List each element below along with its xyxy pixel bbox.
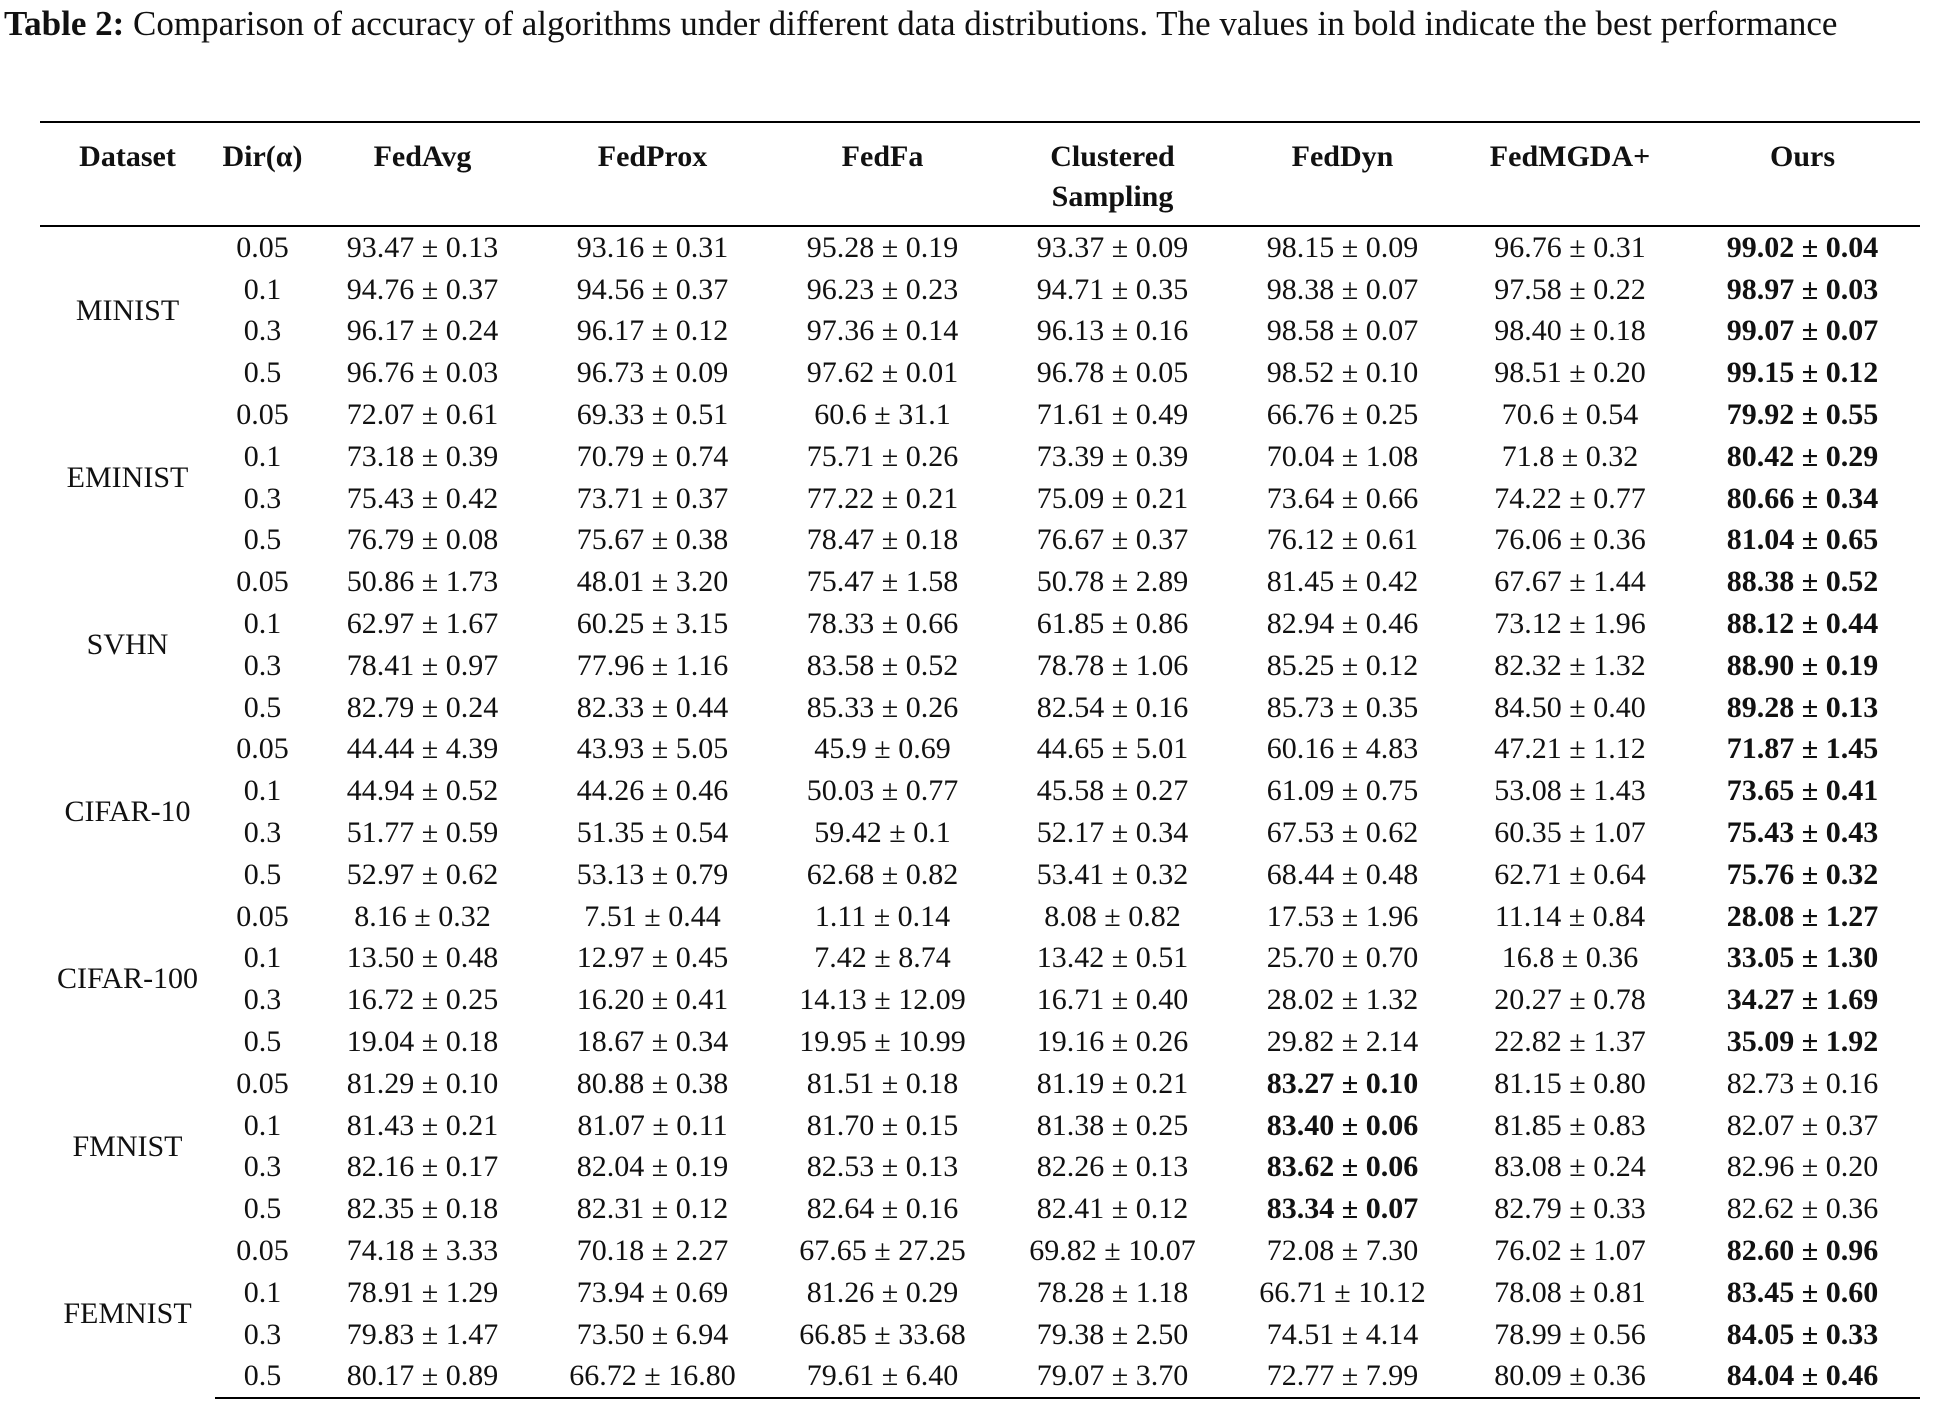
table-row (40, 1105, 1920, 1147)
column-header: FedAvg (373, 140, 472, 173)
best-value-cell: 83.45 ± 0.60 (1726, 1275, 1879, 1309)
value-cell: 75.67 ± 0.38 (576, 523, 729, 557)
value-cell: 8.16 ± 0.32 (354, 899, 491, 933)
value-cell: 85.33 ± 0.26 (806, 690, 959, 724)
value-cell: 82.32 ± 1.32 (1494, 648, 1646, 682)
value-cell: 13.50 ± 0.48 (346, 941, 499, 975)
value-cell: 78.47 ± 0.18 (806, 523, 959, 557)
value-cell: 76.02 ± 1.07 (1494, 1234, 1646, 1268)
value-cell: 81.45 ± 0.42 (1266, 565, 1419, 599)
value-cell: 96.23 ± 0.23 (806, 272, 959, 306)
value-cell: 78.08 ± 0.81 (1494, 1275, 1646, 1309)
alpha-cell: 0.5 (243, 857, 282, 891)
value-cell: 94.76 ± 0.37 (346, 272, 499, 306)
value-cell: 70.6 ± 0.54 (1501, 398, 1639, 432)
best-value-cell: 98.97 ± 0.03 (1726, 272, 1879, 306)
value-cell: 73.71 ± 0.37 (576, 481, 729, 515)
value-cell: 16.20 ± 0.41 (576, 983, 729, 1017)
value-cell: 85.73 ± 0.35 (1266, 690, 1419, 724)
value-cell: 61.09 ± 0.75 (1266, 774, 1419, 808)
table-row (40, 938, 1920, 980)
dataset-cell: CIFAR-100 (56, 962, 199, 996)
table-row (40, 561, 1920, 603)
table-row (40, 645, 1920, 687)
value-cell: 19.16 ± 0.26 (1036, 1025, 1189, 1059)
alpha-cell: 0.3 (243, 1150, 282, 1184)
value-cell: 45.9 ± 0.69 (814, 732, 951, 766)
value-cell: 70.79 ± 0.74 (576, 439, 729, 473)
value-cell: 73.94 ± 0.69 (576, 1275, 729, 1309)
value-cell: 98.58 ± 0.07 (1266, 314, 1419, 348)
table-row (40, 896, 1920, 938)
value-cell: 82.35 ± 0.18 (346, 1192, 499, 1226)
table-row (40, 1272, 1920, 1314)
value-cell: 83.58 ± 0.52 (806, 648, 959, 682)
value-cell: 78.78 ± 1.06 (1036, 648, 1189, 682)
alpha-cell: 0.5 (243, 1025, 282, 1059)
caption-text: Comparison of accuracy of algorithms under different data distributions. The values in bold indicate the best performance (124, 4, 1838, 43)
best-value-cell: 84.05 ± 0.33 (1726, 1317, 1879, 1351)
table-row (40, 812, 1920, 854)
value-cell: 94.56 ± 0.37 (576, 272, 729, 306)
value-cell: 76.79 ± 0.08 (346, 523, 499, 557)
best-value-cell: 73.65 ± 0.41 (1726, 774, 1879, 808)
best-value-cell: 83.34 ± 0.07 (1266, 1192, 1419, 1226)
value-cell: 61.85 ± 0.86 (1036, 607, 1189, 641)
value-cell: 47.21 ± 1.12 (1494, 732, 1646, 766)
alpha-cell: 0.05 (236, 565, 289, 599)
value-cell: 74.51 ± 4.14 (1266, 1317, 1419, 1351)
dataset-cell: EMINIST (66, 460, 189, 494)
best-value-cell: 88.12 ± 0.44 (1726, 607, 1879, 641)
value-cell: 80.17 ± 0.89 (310, 1356, 535, 1399)
column-header: FedDyn (1291, 140, 1394, 173)
value-cell: 19.04 ± 0.18 (346, 1025, 499, 1059)
alpha-cell: 0.5 (243, 690, 282, 724)
alpha-cell: 0.1 (243, 774, 282, 808)
value-cell: 82.04 ± 0.19 (576, 1150, 729, 1184)
dataset-cell: SVHN (86, 627, 169, 661)
value-cell: 98.52 ± 0.10 (1266, 356, 1419, 390)
value-cell: 78.99 ± 0.56 (1494, 1317, 1646, 1351)
table-row (40, 352, 1920, 394)
best-value-cell: 79.92 ± 0.55 (1726, 398, 1879, 432)
value-cell: 78.33 ± 0.66 (806, 607, 959, 641)
value-cell: 17.53 ± 1.96 (1266, 899, 1419, 933)
value-cell: 82.96 ± 0.20 (1726, 1150, 1879, 1184)
table-row (40, 1356, 1920, 1399)
value-cell: 48.01 ± 3.20 (576, 565, 729, 599)
value-cell: 50.86 ± 1.73 (346, 565, 499, 599)
value-cell: 62.71 ± 0.64 (1494, 857, 1646, 891)
alpha-cell: 0.3 (243, 1317, 282, 1351)
caption-label: Table 2: (4, 4, 125, 43)
value-cell: 25.70 ± 0.70 (1266, 941, 1419, 975)
alpha-cell: 0.5 (243, 1192, 282, 1226)
best-value-cell: 80.42 ± 0.29 (1726, 439, 1879, 473)
value-cell: 80.88 ± 0.38 (576, 1066, 729, 1100)
alpha-cell: 0.5 (243, 356, 282, 390)
value-cell: 72.07 ± 0.61 (346, 398, 499, 432)
alpha-cell: 0.05 (236, 899, 289, 933)
best-value-cell: 83.40 ± 0.06 (1266, 1108, 1419, 1142)
value-cell: 19.95 ± 10.99 (799, 1025, 966, 1059)
alpha-cell: 0.05 (236, 1066, 289, 1100)
dataset-cell: FMNIST (72, 1129, 183, 1163)
best-value-cell: 34.27 ± 1.69 (1726, 983, 1879, 1017)
best-value-cell: 83.62 ± 0.06 (1266, 1150, 1419, 1184)
value-cell: 97.62 ± 0.01 (806, 356, 959, 390)
value-cell: 8.08 ± 0.82 (1044, 899, 1181, 933)
table-row (40, 436, 1920, 478)
table-row (40, 729, 1920, 771)
value-cell: 85.25 ± 0.12 (1266, 648, 1419, 682)
value-cell: 66.76 ± 0.25 (1266, 398, 1419, 432)
value-cell: 77.22 ± 0.21 (806, 481, 959, 515)
value-cell: 1.11 ± 0.14 (814, 899, 951, 933)
alpha-cell: 0.05 (236, 398, 289, 432)
value-cell: 73.64 ± 0.66 (1266, 481, 1419, 515)
value-cell: 60.35 ± 1.07 (1494, 816, 1646, 850)
value-cell: 81.19 ± 0.21 (1036, 1066, 1189, 1100)
value-cell: 82.64 ± 0.16 (806, 1192, 959, 1226)
value-cell: 60.16 ± 4.83 (1266, 732, 1419, 766)
value-cell: 70.04 ± 1.08 (1266, 439, 1419, 473)
alpha-cell: 0.05 (236, 230, 289, 264)
value-cell: 51.77 ± 0.59 (346, 816, 499, 850)
value-cell: 96.17 ± 0.12 (576, 314, 729, 348)
value-cell: 50.03 ± 0.77 (806, 774, 959, 808)
value-cell: 82.54 ± 0.16 (1036, 690, 1189, 724)
value-cell: 14.13 ± 12.09 (799, 983, 966, 1017)
value-cell: 93.16 ± 0.31 (576, 230, 729, 264)
value-cell: 75.43 ± 0.42 (346, 481, 499, 515)
value-cell: 82.31 ± 0.12 (576, 1192, 729, 1226)
value-cell: 82.26 ± 0.13 (1036, 1150, 1189, 1184)
value-cell: 96.17 ± 0.24 (346, 314, 499, 348)
alpha-cell: 0.1 (243, 607, 282, 641)
value-cell: 81.43 ± 0.21 (346, 1108, 499, 1142)
table-row (40, 687, 1920, 729)
value-cell: 66.85 ± 33.68 (799, 1317, 966, 1351)
dataset-cell: CIFAR-10 (64, 795, 191, 829)
value-cell: 96.76 ± 0.03 (346, 356, 499, 390)
table-row (40, 1230, 1920, 1272)
table-row (40, 269, 1920, 311)
value-cell: 75.71 ± 0.26 (806, 439, 959, 473)
value-cell: 82.53 ± 0.13 (806, 1150, 959, 1184)
value-cell: 75.47 ± 1.58 (806, 565, 959, 599)
value-cell: 81.70 ± 0.15 (806, 1108, 959, 1142)
best-value-cell: 80.66 ± 0.34 (1726, 481, 1879, 515)
value-cell: 53.41 ± 0.32 (1036, 857, 1189, 891)
table-row (40, 1063, 1920, 1105)
table-row (40, 394, 1920, 436)
value-cell: 93.37 ± 0.09 (1036, 230, 1189, 264)
value-cell: 79.38 ± 2.50 (1036, 1317, 1189, 1351)
column-header: FedMGDA+ (1489, 140, 1651, 173)
best-value-cell: 75.76 ± 0.32 (1726, 857, 1879, 891)
value-cell: 66.72 ± 16.80 (535, 1356, 770, 1399)
value-cell: 96.76 ± 0.31 (1494, 230, 1646, 264)
value-cell: 60.6 ± 31.1 (814, 398, 951, 432)
best-value-cell: 83.27 ± 0.10 (1266, 1066, 1419, 1100)
value-cell: 82.41 ± 0.12 (1036, 1192, 1189, 1226)
value-cell: 81.51 ± 0.18 (806, 1066, 959, 1100)
value-cell: 67.53 ± 0.62 (1266, 816, 1419, 850)
value-cell: 82.33 ± 0.44 (576, 690, 729, 724)
value-cell: 16.71 ± 0.40 (1036, 983, 1189, 1017)
value-cell: 45.58 ± 0.27 (1036, 774, 1189, 808)
value-cell: 96.73 ± 0.09 (576, 356, 729, 390)
value-cell: 43.93 ± 5.05 (576, 732, 729, 766)
table-row (40, 979, 1920, 1021)
value-cell: 80.09 ± 0.36 (1455, 1356, 1685, 1399)
value-cell: 12.97 ± 0.45 (576, 941, 729, 975)
value-cell: 44.94 ± 0.52 (346, 774, 499, 808)
value-cell: 74.22 ± 0.77 (1494, 481, 1646, 515)
value-cell: 78.41 ± 0.97 (346, 648, 499, 682)
value-cell: 93.47 ± 0.13 (346, 230, 499, 264)
value-cell: 96.13 ± 0.16 (1036, 314, 1189, 348)
value-cell: 53.13 ± 0.79 (576, 857, 729, 891)
value-cell: 96.78 ± 0.05 (1036, 356, 1189, 390)
alpha-cell: 0.1 (243, 1108, 282, 1142)
alpha-cell: 0.1 (243, 439, 282, 473)
value-cell: 67.67 ± 1.44 (1494, 565, 1646, 599)
value-cell: 69.82 ± 10.07 (1029, 1234, 1196, 1268)
table-row (40, 1188, 1920, 1230)
value-cell: 82.94 ± 0.46 (1266, 607, 1419, 641)
value-cell: 98.40 ± 0.18 (1494, 314, 1646, 348)
column-header: Dataset (79, 140, 176, 173)
value-cell: 7.51 ± 0.44 (584, 899, 721, 933)
value-cell: 81.07 ± 0.11 (577, 1108, 728, 1142)
table-body (40, 226, 1920, 1398)
best-value-cell: 82.60 ± 0.96 (1726, 1234, 1879, 1268)
best-value-cell: 99.02 ± 0.04 (1726, 230, 1879, 264)
value-cell: 82.73 ± 0.16 (1726, 1066, 1879, 1100)
value-cell: 95.28 ± 0.19 (806, 230, 959, 264)
alpha-cell: 0.3 (243, 816, 282, 850)
value-cell: 78.28 ± 1.18 (1036, 1275, 1189, 1309)
best-value-cell: 75.43 ± 0.43 (1726, 816, 1879, 850)
value-cell: 59.42 ± 0.1 (814, 816, 951, 850)
column-header: Ours (1769, 140, 1835, 173)
table-row (40, 1021, 1920, 1063)
value-cell: 11.14 ± 0.84 (1494, 899, 1646, 933)
results-table (40, 121, 1920, 1399)
value-cell: 62.68 ± 0.82 (806, 857, 959, 891)
column-header: FedFa (841, 140, 924, 173)
value-cell: 84.50 ± 0.40 (1494, 690, 1646, 724)
alpha-cell: 0.1 (243, 272, 282, 306)
value-cell: 50.78 ± 2.89 (1036, 565, 1189, 599)
value-cell: 81.29 ± 0.10 (346, 1066, 499, 1100)
value-cell: 72.08 ± 7.30 (1266, 1234, 1419, 1268)
value-cell: 98.15 ± 0.09 (1266, 230, 1419, 264)
table-row (40, 226, 1920, 269)
value-cell: 75.09 ± 0.21 (1036, 481, 1189, 515)
value-cell: 60.25 ± 3.15 (576, 607, 729, 641)
value-cell: 44.65 ± 5.01 (1036, 732, 1189, 766)
value-cell: 79.83 ± 1.47 (346, 1317, 499, 1351)
alpha-cell: 0.5 (215, 1356, 310, 1399)
table-row (40, 1147, 1920, 1189)
alpha-cell: 0.1 (243, 1275, 282, 1309)
dataset-cell: FEMNIST (63, 1297, 192, 1331)
best-value-cell: 99.07 ± 0.07 (1726, 314, 1879, 348)
value-cell: 67.65 ± 27.25 (799, 1234, 966, 1268)
column-header: Clustered Sampling (1050, 140, 1175, 213)
table-row (40, 854, 1920, 896)
dataset-cell: MINIST (75, 293, 180, 327)
best-value-cell: 33.05 ± 1.30 (1726, 941, 1879, 975)
value-cell: 66.71 ± 10.12 (1259, 1275, 1426, 1309)
best-value-cell: 81.04 ± 0.65 (1726, 523, 1879, 557)
value-cell: 79.07 ± 3.70 (995, 1356, 1230, 1399)
value-cell: 69.33 ± 0.51 (576, 398, 729, 432)
table-row (40, 1314, 1920, 1356)
value-cell: 73.18 ± 0.39 (346, 439, 499, 473)
value-cell: 53.08 ± 1.43 (1494, 774, 1646, 808)
alpha-cell: 0.3 (243, 983, 282, 1017)
value-cell: 44.26 ± 0.46 (576, 774, 729, 808)
value-cell: 52.97 ± 0.62 (346, 857, 499, 891)
value-cell: 82.79 ± 0.33 (1494, 1192, 1646, 1226)
value-cell: 82.07 ± 0.37 (1726, 1108, 1879, 1142)
best-value-cell: 88.38 ± 0.52 (1726, 565, 1879, 599)
value-cell: 81.15 ± 0.80 (1494, 1066, 1646, 1100)
table-row (40, 311, 1920, 353)
value-cell: 81.38 ± 0.25 (1036, 1108, 1189, 1142)
value-cell: 97.36 ± 0.14 (806, 314, 959, 348)
value-cell: 83.08 ± 0.24 (1494, 1150, 1646, 1184)
value-cell: 28.02 ± 1.32 (1266, 983, 1419, 1017)
value-cell: 98.38 ± 0.07 (1266, 272, 1419, 306)
value-cell: 76.12 ± 0.61 (1266, 523, 1419, 557)
alpha-cell: 0.5 (243, 523, 282, 557)
value-cell: 82.62 ± 0.36 (1726, 1192, 1879, 1226)
table-caption (4, 0, 1954, 48)
value-cell: 81.85 ± 0.83 (1494, 1108, 1646, 1142)
value-cell: 52.17 ± 0.34 (1036, 816, 1189, 850)
table-row (40, 770, 1920, 812)
value-cell: 16.72 ± 0.25 (346, 983, 499, 1017)
alpha-cell: 0.3 (243, 481, 282, 515)
value-cell: 94.71 ± 0.35 (1036, 272, 1189, 306)
value-cell: 78.91 ± 1.29 (346, 1275, 499, 1309)
value-cell: 76.06 ± 0.36 (1494, 523, 1646, 557)
column-header: Dir(α) (222, 140, 303, 173)
value-cell: 20.27 ± 0.78 (1494, 983, 1646, 1017)
value-cell: 44.44 ± 4.39 (346, 732, 499, 766)
value-cell: 72.77 ± 7.99 (1230, 1356, 1455, 1399)
value-cell: 82.79 ± 0.24 (346, 690, 499, 724)
best-value-cell: 89.28 ± 0.13 (1726, 690, 1879, 724)
value-cell: 51.35 ± 0.54 (576, 816, 729, 850)
value-cell: 76.67 ± 0.37 (1036, 523, 1189, 557)
value-cell: 22.82 ± 1.37 (1494, 1025, 1646, 1059)
value-cell: 82.16 ± 0.17 (346, 1150, 499, 1184)
value-cell: 77.96 ± 1.16 (576, 648, 729, 682)
value-cell: 73.50 ± 6.94 (576, 1317, 729, 1351)
value-cell: 73.12 ± 1.96 (1494, 607, 1646, 641)
value-cell: 71.8 ± 0.32 (1501, 439, 1639, 473)
value-cell: 79.61 ± 6.40 (770, 1356, 995, 1399)
value-cell: 62.97 ± 1.67 (346, 607, 499, 641)
table-row (40, 520, 1920, 562)
best-value-cell: 35.09 ± 1.92 (1726, 1025, 1879, 1059)
best-value-cell: 71.87 ± 1.45 (1726, 732, 1879, 766)
best-value-cell: 28.08 ± 1.27 (1726, 899, 1879, 933)
value-cell: 81.26 ± 0.29 (806, 1275, 959, 1309)
value-cell: 18.67 ± 0.34 (576, 1025, 729, 1059)
value-cell: 68.44 ± 0.48 (1266, 857, 1419, 891)
value-cell: 29.82 ± 2.14 (1266, 1025, 1419, 1059)
value-cell: 70.18 ± 2.27 (576, 1234, 729, 1268)
column-header: FedProx (597, 140, 708, 173)
alpha-cell: 0.3 (243, 314, 282, 348)
best-value-cell: 99.15 ± 0.12 (1726, 356, 1879, 390)
alpha-cell: 0.3 (243, 648, 282, 682)
best-value-cell: 84.04 ± 0.46 (1685, 1356, 1920, 1399)
best-value-cell: 88.90 ± 0.19 (1726, 648, 1879, 682)
value-cell: 13.42 ± 0.51 (1036, 941, 1189, 975)
value-cell: 7.42 ± 8.74 (814, 941, 951, 975)
table-header (40, 122, 1920, 226)
value-cell: 74.18 ± 3.33 (346, 1234, 499, 1268)
alpha-cell: 0.05 (236, 1234, 289, 1268)
value-cell: 98.51 ± 0.20 (1494, 356, 1646, 390)
value-cell: 16.8 ± 0.36 (1501, 941, 1639, 975)
table-row (40, 478, 1920, 520)
table-row (40, 603, 1920, 645)
value-cell: 71.61 ± 0.49 (1036, 398, 1189, 432)
alpha-cell: 0.1 (243, 941, 282, 975)
value-cell: 73.39 ± 0.39 (1036, 439, 1189, 473)
alpha-cell: 0.05 (236, 732, 289, 766)
value-cell: 97.58 ± 0.22 (1494, 272, 1646, 306)
